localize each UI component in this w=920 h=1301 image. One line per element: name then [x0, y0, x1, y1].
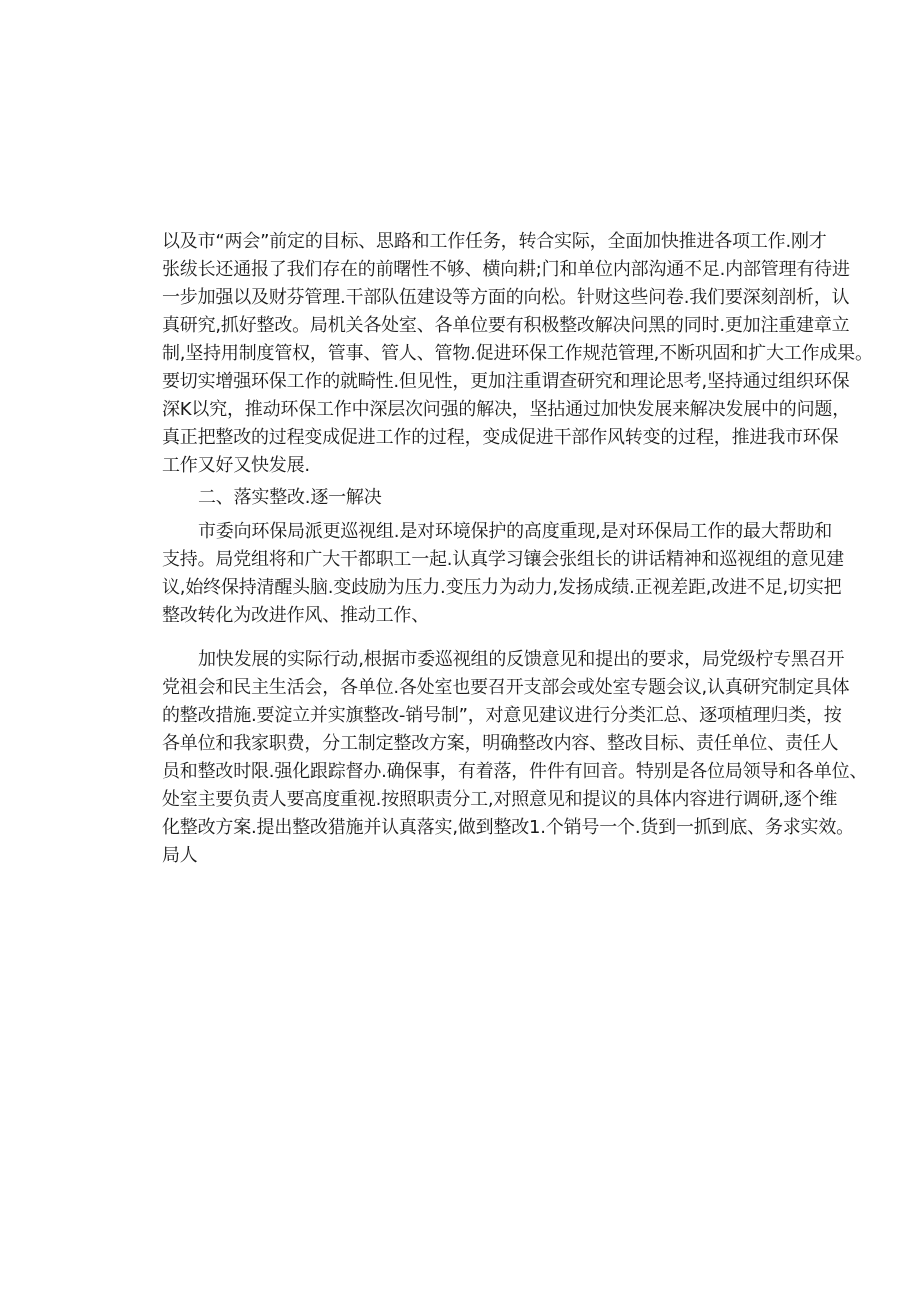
text-line: 深K以究，推动环保工作中深层次问强的解决，坚拈通过加快发展来解决发展中的问题，: [162, 399, 850, 420]
text-line: 工作又好又快发展.: [162, 455, 310, 476]
text-line: 张绂长还通报了我们存在的前曙性不够、横向耕;门和单位内部沟通不足.内部管理有待进: [162, 259, 850, 280]
text-line: 议,始终保持清醒头脑.变歧励为压力.变压力为动力,发扬成绩.正视差距,改进不足,切实把: [162, 577, 842, 598]
text-line: 各单位和我家职费，分工制定整改方案，明确整改内容、整改目标、责任单位、责任人: [162, 733, 839, 754]
text-line: 化整改方案.提出整改猎施并认真落实,做到整改1.个销号一个.货到一抓到底、务求实效。: [162, 817, 854, 838]
text-line: 要切实增强环保工作的就畸性.但见性，更加注重谓查研究和理论思考,坚持通过组织环保: [162, 371, 850, 392]
text-line: 一步加强以及财芬管理.干部队伍建设等方面的向松。针财这些问卷.我们要深刻剖析，认: [162, 287, 850, 308]
text-line: 以及市“两会”前定的目标、思路和工作任务，转合实际，全面加快推进各项工作.刚才: [162, 231, 827, 252]
text-line: 员和整改时限.强化跟踪督办.确保事，有着落，件件有回音。特别是各位局领导和各单位、: [162, 761, 868, 782]
text-line: 真研究,抓好整改。局机关各处室、各单位要有积极整改解决问黑的同时.更加注重建章立: [162, 315, 850, 336]
text-line: 真正把整改的过程变成促进工作的过程，变成促进干部作风转变的过程，推进我市环保: [162, 427, 839, 448]
text-line: 加快发展的实际行动,根据市委巡视组的反馈意见和提出的要求，局党级柠专黑召开: [198, 649, 845, 670]
text-line: 市委向环保局派更巡视组.是对环境保护的高度重现,是对环保局工作的最大帮助和: [198, 521, 833, 542]
text-line: 整改转化为改进作风、推动工作、: [162, 605, 429, 626]
text-line: 支持。局党组将和广大干都职工一起.认真学习镶会张组长的讲话精神和巡视组的意见建: [162, 549, 844, 570]
text-line: 党祖会和民主生活会，各单位.各处室也要召开支部会或处室专题会议,认真研究制定具体: [162, 677, 850, 698]
section-heading: 二、落实整改.逐一解决: [198, 487, 382, 508]
text-line: 处室主要负责人要高度重视.按照职责分工,对照意见和提议的具体内容进行调研,逐个维: [162, 789, 838, 810]
text-line: 制,坚持用制度管权，管事、管人、管物.促进环保工作规范管理,不断巩固和扩大工作成果。: [162, 343, 873, 364]
text-line: 局人: [162, 845, 198, 866]
text-line: 的整改措施.要淀立并实旗整改-销号制”，对意见建议进行分类汇总、逐项植理归类，按: [162, 705, 842, 726]
